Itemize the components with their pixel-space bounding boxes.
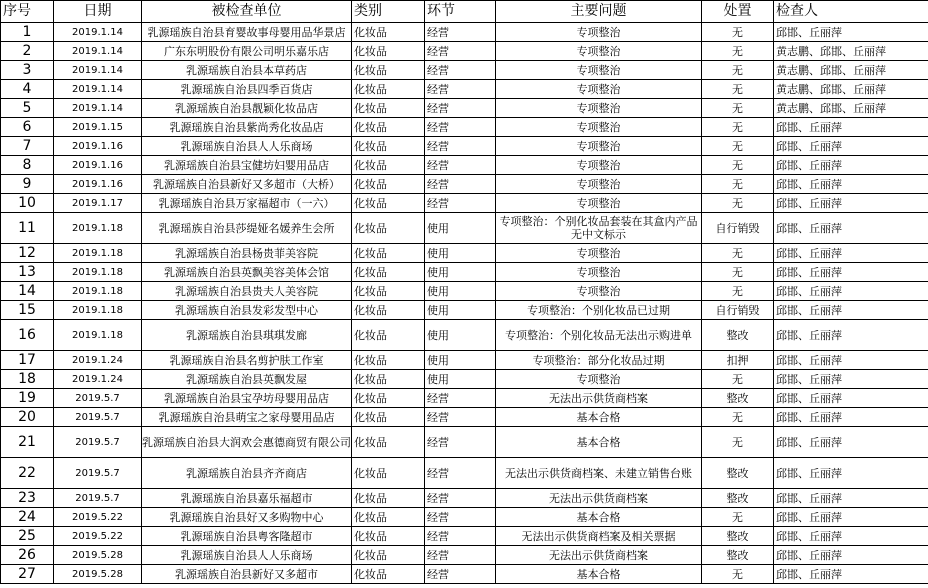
- link-cell: 使用: [425, 351, 496, 370]
- problem-cell: 专项整治: [496, 156, 702, 175]
- header-inspector: 检查人: [774, 1, 928, 23]
- inspector-cell: 邱邯、丘丽萍: [774, 137, 928, 156]
- inspector-cell: 邱邯、丘丽萍: [774, 370, 928, 389]
- action-cell: 整改: [702, 489, 774, 508]
- link-cell: 经营: [425, 458, 496, 489]
- problem-cell: 无法出示供货商档案: [496, 389, 702, 408]
- problem-cell: 基本合格: [496, 427, 702, 458]
- seq-cell: 20: [1, 408, 54, 427]
- inspector-cell: 邱邯、丘丽萍: [774, 175, 928, 194]
- inspector-cell: 邱邯、丘丽萍: [774, 508, 928, 527]
- action-cell: 无: [702, 137, 774, 156]
- table-row: [1, 458, 928, 489]
- action-cell: 无: [702, 80, 774, 99]
- table-row: [1, 351, 928, 370]
- header-row: [1, 1, 928, 23]
- date-cell: 2019.5.22: [54, 508, 142, 527]
- action-cell: 无: [702, 244, 774, 263]
- action-cell: 无: [702, 175, 774, 194]
- unit-cell: 乳源瑶族自治县人人乐商场: [142, 546, 352, 565]
- inspector-cell: 黄志鹏、邱邯、丘丽萍: [774, 61, 928, 80]
- link-cell: 经营: [425, 489, 496, 508]
- problem-cell: 专项整治: [496, 80, 702, 99]
- category-cell: 化妆品: [352, 80, 425, 99]
- category-cell: 化妆品: [352, 244, 425, 263]
- unit-cell: 乳源瑶族自治县贵夫人美容院: [142, 282, 352, 301]
- unit-cell: 乳源瑶族自治县琪琪发廊: [142, 320, 352, 351]
- action-cell: 无: [702, 61, 774, 80]
- category-cell: 化妆品: [352, 546, 425, 565]
- action-cell: 无: [702, 370, 774, 389]
- problem-cell: 专项整治：个别化妆品无法出示购进单: [496, 320, 702, 351]
- inspector-cell: 邱邯、丘丽萍: [774, 351, 928, 370]
- unit-cell: 乳源瑶族自治县大润欢会惠德商贸有限公司: [142, 427, 352, 458]
- problem-cell: 无法出示供货商档案、未建立销售台账: [496, 458, 702, 489]
- table-row: [1, 301, 928, 320]
- category-cell: 化妆品: [352, 156, 425, 175]
- header-seq: 序号: [1, 1, 54, 23]
- link-cell: 经营: [425, 156, 496, 175]
- problem-cell: 无法出示供货商档案及相关票据: [496, 527, 702, 546]
- table-row: [1, 99, 928, 118]
- category-cell: 化妆品: [352, 408, 425, 427]
- category-cell: 化妆品: [352, 370, 425, 389]
- seq-cell: 14: [1, 282, 54, 301]
- action-cell: 自行销毁: [702, 213, 774, 244]
- date-cell: 2019.1.16: [54, 175, 142, 194]
- table-row: [1, 80, 928, 99]
- unit-cell: 乳源瑶族自治县发彩发型中心: [142, 301, 352, 320]
- date-cell: 2019.5.28: [54, 546, 142, 565]
- inspector-cell: 邱邯、丘丽萍: [774, 546, 928, 565]
- unit-cell: 乳源瑶族自治县英飘美容美体会馆: [142, 263, 352, 282]
- seq-cell: 9: [1, 175, 54, 194]
- category-cell: 化妆品: [352, 527, 425, 546]
- link-cell: 经营: [425, 389, 496, 408]
- date-cell: 2019.5.28: [54, 565, 142, 584]
- category-cell: 化妆品: [352, 427, 425, 458]
- unit-cell: 乳源瑶族自治县好又多购物中心: [142, 508, 352, 527]
- category-cell: 化妆品: [352, 565, 425, 584]
- unit-cell: 乳源瑶族自治县莎缇娅名媛养生会所: [142, 213, 352, 244]
- date-cell: 2019.1.24: [54, 370, 142, 389]
- link-cell: 使用: [425, 213, 496, 244]
- action-cell: 无: [702, 282, 774, 301]
- action-cell: 无: [702, 408, 774, 427]
- problem-cell: 专项整治: [496, 137, 702, 156]
- inspector-cell: 黄志鹏、邱邯、丘丽萍: [774, 99, 928, 118]
- table-row: [1, 137, 928, 156]
- seq-cell: 24: [1, 508, 54, 527]
- inspector-cell: 邱邯、丘丽萍: [774, 23, 928, 42]
- table-row: [1, 527, 928, 546]
- seq-cell: 5: [1, 99, 54, 118]
- link-cell: 使用: [425, 320, 496, 351]
- header-category: 类别: [352, 1, 425, 23]
- action-cell: 无: [702, 194, 774, 213]
- problem-cell: 专项整治: [496, 194, 702, 213]
- inspector-cell: 邱邯、丘丽萍: [774, 408, 928, 427]
- date-cell: 2019.5.7: [54, 427, 142, 458]
- date-cell: 2019.5.7: [54, 389, 142, 408]
- link-cell: 经营: [425, 565, 496, 584]
- action-cell: 扣押: [702, 351, 774, 370]
- table-row: [1, 389, 928, 408]
- category-cell: 化妆品: [352, 351, 425, 370]
- table-row: [1, 118, 928, 137]
- date-cell: 2019.1.15: [54, 118, 142, 137]
- category-cell: 化妆品: [352, 61, 425, 80]
- action-cell: 无: [702, 118, 774, 137]
- link-cell: 经营: [425, 175, 496, 194]
- unit-cell: 乳源瑶族自治县杨贵菲美容院: [142, 244, 352, 263]
- inspector-cell: 邱邯、丘丽萍: [774, 244, 928, 263]
- unit-cell: 乳源瑶族自治县英飘发屋: [142, 370, 352, 389]
- category-cell: 化妆品: [352, 508, 425, 527]
- action-cell: 整改: [702, 546, 774, 565]
- inspector-cell: 邱邯、丘丽萍: [774, 301, 928, 320]
- category-cell: 化妆品: [352, 213, 425, 244]
- problem-cell: 专项整治：部分化妆品过期: [496, 351, 702, 370]
- inspector-cell: 邱邯、丘丽萍: [774, 489, 928, 508]
- date-cell: 2019.1.18: [54, 320, 142, 351]
- category-cell: 化妆品: [352, 263, 425, 282]
- unit-cell: 广东东明股份有限公司明乐嘉乐店: [142, 42, 352, 61]
- seq-cell: 2: [1, 42, 54, 61]
- seq-cell: 21: [1, 427, 54, 458]
- action-cell: 无: [702, 42, 774, 61]
- category-cell: 化妆品: [352, 118, 425, 137]
- category-cell: 化妆品: [352, 301, 425, 320]
- inspector-cell: 邱邯、丘丽萍: [774, 389, 928, 408]
- action-cell: 无: [702, 565, 774, 584]
- category-cell: 化妆品: [352, 282, 425, 301]
- header-date: 日期: [54, 1, 142, 23]
- header-problem: 主要问题: [496, 1, 702, 23]
- category-cell: 化妆品: [352, 458, 425, 489]
- seq-cell: 13: [1, 263, 54, 282]
- table-row: [1, 320, 928, 351]
- seq-cell: 4: [1, 80, 54, 99]
- date-cell: 2019.1.17: [54, 194, 142, 213]
- inspector-cell: 邱邯、丘丽萍: [774, 213, 928, 244]
- link-cell: 使用: [425, 301, 496, 320]
- date-cell: 2019.1.14: [54, 42, 142, 61]
- seq-cell: 1: [1, 23, 54, 42]
- link-cell: 使用: [425, 282, 496, 301]
- unit-cell: 乳源瑶族自治县萌宝之家母婴用品店: [142, 408, 352, 427]
- problem-cell: 专项整治: [496, 99, 702, 118]
- date-cell: 2019.5.7: [54, 489, 142, 508]
- seq-cell: 10: [1, 194, 54, 213]
- unit-cell: 乳源瑶族自治县靓颖化妆品店: [142, 99, 352, 118]
- date-cell: 2019.1.16: [54, 156, 142, 175]
- table-row: [1, 23, 928, 42]
- unit-cell: 乳源瑶族自治县育婴故事母婴用品华景店: [142, 23, 352, 42]
- seq-cell: 19: [1, 389, 54, 408]
- category-cell: 化妆品: [352, 194, 425, 213]
- seq-cell: 15: [1, 301, 54, 320]
- action-cell: 无: [702, 508, 774, 527]
- link-cell: 使用: [425, 263, 496, 282]
- seq-cell: 17: [1, 351, 54, 370]
- problem-cell: 专项整治: [496, 61, 702, 80]
- problem-cell: 专项整治: [496, 42, 702, 61]
- unit-cell: 乳源瑶族自治县新好又多超市（大桥）: [142, 175, 352, 194]
- seq-cell: 11: [1, 213, 54, 244]
- seq-cell: 25: [1, 527, 54, 546]
- table-row: [1, 408, 928, 427]
- category-cell: 化妆品: [352, 175, 425, 194]
- inspector-cell: 邱邯、丘丽萍: [774, 282, 928, 301]
- category-cell: 化妆品: [352, 42, 425, 61]
- unit-cell: 乳源瑶族自治县本草药店: [142, 61, 352, 80]
- link-cell: 经营: [425, 23, 496, 42]
- seq-cell: 7: [1, 137, 54, 156]
- unit-cell: 乳源瑶族自治县四季百货店: [142, 80, 352, 99]
- link-cell: 经营: [425, 508, 496, 527]
- inspector-cell: 邱邯、丘丽萍: [774, 427, 928, 458]
- date-cell: 2019.1.18: [54, 244, 142, 263]
- date-cell: 2019.1.18: [54, 213, 142, 244]
- seq-cell: 3: [1, 61, 54, 80]
- seq-cell: 6: [1, 118, 54, 137]
- unit-cell: 乳源瑶族自治县宝孕坊母婴用品店: [142, 389, 352, 408]
- link-cell: 经营: [425, 527, 496, 546]
- link-cell: 使用: [425, 370, 496, 389]
- problem-cell: 基本合格: [496, 408, 702, 427]
- date-cell: 2019.1.24: [54, 351, 142, 370]
- category-cell: 化妆品: [352, 320, 425, 351]
- category-cell: 化妆品: [352, 489, 425, 508]
- unit-cell: 乳源瑶族自治县粤客隆超市: [142, 527, 352, 546]
- link-cell: 经营: [425, 99, 496, 118]
- category-cell: 化妆品: [352, 99, 425, 118]
- unit-cell: 乳源瑶族自治县齐齐商店: [142, 458, 352, 489]
- date-cell: 2019.5.7: [54, 408, 142, 427]
- seq-cell: 23: [1, 489, 54, 508]
- date-cell: 2019.1.16: [54, 137, 142, 156]
- inspector-cell: 邱邯、丘丽萍: [774, 194, 928, 213]
- problem-cell: 专项整治: [496, 263, 702, 282]
- date-cell: 2019.1.14: [54, 99, 142, 118]
- unit-cell: 乳源瑶族自治县名剪护肤工作室: [142, 351, 352, 370]
- unit-cell: 乳源瑶族自治县宝健坊妇婴用品店: [142, 156, 352, 175]
- seq-cell: 16: [1, 320, 54, 351]
- seq-cell: 26: [1, 546, 54, 565]
- problem-cell: 专项整治：个别化妆品已过期: [496, 301, 702, 320]
- link-cell: 经营: [425, 427, 496, 458]
- table-row: [1, 427, 928, 458]
- link-cell: 使用: [425, 244, 496, 263]
- problem-cell: 专项整治: [496, 118, 702, 137]
- category-cell: 化妆品: [352, 137, 425, 156]
- unit-cell: 乳源瑶族自治县嘉乐福超市: [142, 489, 352, 508]
- inspector-cell: 邱邯、丘丽萍: [774, 118, 928, 137]
- category-cell: 化妆品: [352, 389, 425, 408]
- date-cell: 2019.5.7: [54, 458, 142, 489]
- problem-cell: 专项整治: [496, 175, 702, 194]
- date-cell: 2019.1.18: [54, 263, 142, 282]
- table-row: [1, 194, 928, 213]
- table-row: [1, 282, 928, 301]
- inspector-cell: 邱邯、丘丽萍: [774, 320, 928, 351]
- inspector-cell: 邱邯、丘丽萍: [774, 458, 928, 489]
- table-row: [1, 508, 928, 527]
- problem-cell: 无法出示供货商档案: [496, 546, 702, 565]
- inspector-cell: 邱邯、丘丽萍: [774, 263, 928, 282]
- date-cell: 2019.5.22: [54, 527, 142, 546]
- link-cell: 经营: [425, 42, 496, 61]
- action-cell: 无: [702, 156, 774, 175]
- unit-cell: 乳源瑶族自治县万家福超市（一六）: [142, 194, 352, 213]
- table-row: [1, 42, 928, 61]
- header-action: 处置: [702, 1, 774, 23]
- unit-cell: 乳源瑶族自治县紫尚秀化妆品店: [142, 118, 352, 137]
- action-cell: 无: [702, 23, 774, 42]
- seq-cell: 27: [1, 565, 54, 584]
- header-link: 环节: [425, 1, 496, 23]
- table-row: [1, 61, 928, 80]
- problem-cell: 专项整治: [496, 23, 702, 42]
- seq-cell: 22: [1, 458, 54, 489]
- seq-cell: 12: [1, 244, 54, 263]
- action-cell: 无: [702, 263, 774, 282]
- unit-cell: 乳源瑶族自治县新好又多超市: [142, 565, 352, 584]
- seq-cell: 8: [1, 156, 54, 175]
- inspector-cell: 黄志鹏、邱邯、丘丽萍: [774, 42, 928, 61]
- action-cell: 整改: [702, 527, 774, 546]
- date-cell: 2019.1.14: [54, 80, 142, 99]
- inspector-cell: 邱邯、丘丽萍: [774, 156, 928, 175]
- date-cell: 2019.1.18: [54, 301, 142, 320]
- inspector-cell: 邱邯、丘丽萍: [774, 527, 928, 546]
- link-cell: 经营: [425, 137, 496, 156]
- inspector-cell: 邱邯、丘丽萍: [774, 565, 928, 584]
- header-unit: 被检查单位: [142, 1, 352, 23]
- action-cell: 无: [702, 427, 774, 458]
- link-cell: 经营: [425, 80, 496, 99]
- link-cell: 经营: [425, 61, 496, 80]
- date-cell: 2019.1.14: [54, 23, 142, 42]
- problem-cell: 无法出示供货商档案: [496, 489, 702, 508]
- unit-cell: 乳源瑶族自治县人人乐商场: [142, 137, 352, 156]
- category-cell: 化妆品: [352, 23, 425, 42]
- table-row: [1, 546, 928, 565]
- problem-cell: 基本合格: [496, 508, 702, 527]
- link-cell: 经营: [425, 118, 496, 137]
- problem-cell: 专项整治: [496, 244, 702, 263]
- seq-cell: 18: [1, 370, 54, 389]
- table-row: [1, 370, 928, 389]
- table-row: [1, 565, 928, 584]
- table-row: [1, 213, 928, 244]
- date-cell: 2019.1.18: [54, 282, 142, 301]
- action-cell: 无: [702, 99, 774, 118]
- action-cell: 整改: [702, 320, 774, 351]
- inspector-cell: 黄志鹏、邱邯、丘丽萍: [774, 80, 928, 99]
- problem-cell: 基本合格: [496, 565, 702, 584]
- table-row: [1, 175, 928, 194]
- problem-cell: 专项整治: [496, 282, 702, 301]
- date-cell: 2019.1.14: [54, 61, 142, 80]
- table-row: [1, 489, 928, 508]
- link-cell: 经营: [425, 194, 496, 213]
- action-cell: 整改: [702, 458, 774, 489]
- link-cell: 经营: [425, 546, 496, 565]
- action-cell: 整改: [702, 389, 774, 408]
- table-row: [1, 156, 928, 175]
- problem-cell: 专项整治: [496, 370, 702, 389]
- table-row: [1, 263, 928, 282]
- problem-cell: 专项整治：个别化妆品套装在其盒内产品无中文标示: [496, 213, 702, 244]
- table-row: [1, 244, 928, 263]
- link-cell: 经营: [425, 408, 496, 427]
- action-cell: 自行销毁: [702, 301, 774, 320]
